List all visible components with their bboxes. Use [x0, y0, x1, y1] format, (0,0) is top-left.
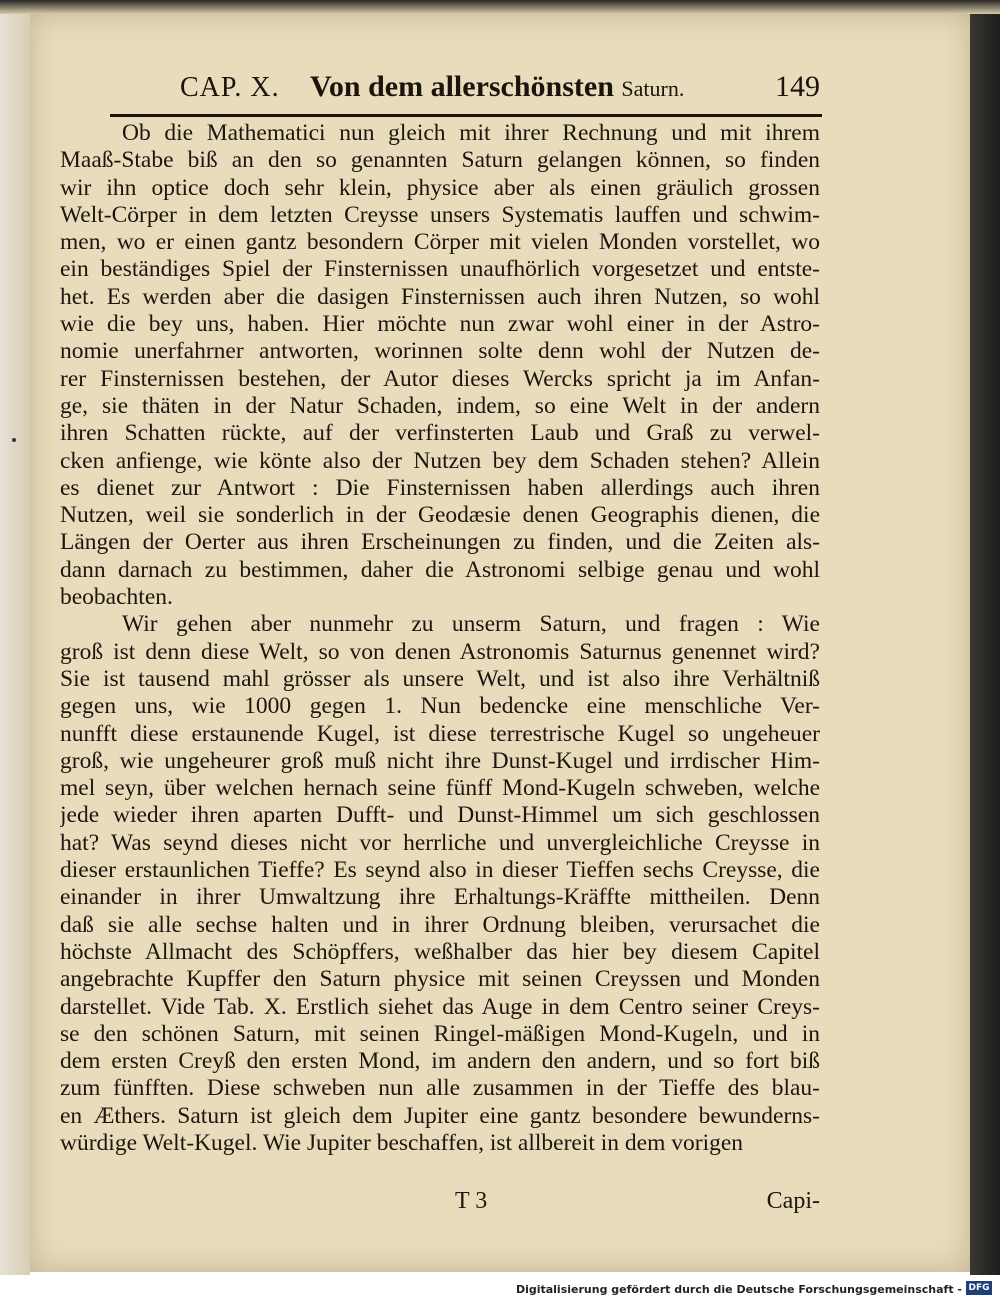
text-line: mel seyn, über welchen hernach seine fünff Mond-Kugeln schweben, welche: [60, 775, 820, 802]
page-left-margin: [0, 0, 30, 1275]
text-line: wir ihn optice doch sehr klein, physice aber als einen gräulich grossen: [60, 174, 820, 201]
text-line: einander in ihrer Umwaltzung ihre Erhaltungs-Kräffte mittheilen. Denn: [60, 884, 820, 911]
text-line: daß sie alle sechse halten und in ihrer Ordnung bleiben, verursachet die: [60, 911, 820, 938]
text-line: Sie ist tausend mahl grösser als unsere Welt, und ist also ihre Verhältniß: [60, 665, 820, 692]
text-line: Ob die Mathematici nun gleich mit ihrer Rechnung und mit ihrem: [122, 120, 820, 146]
text-line: hat? Was seynd dieses nicht vor herrliche und unvergleichliche Creysse in: [60, 829, 820, 856]
text-line: es dienet zur Antwort : Die Finsternissen haben allerdings auch ihren: [60, 474, 820, 501]
text-line: angebrachte Kupffer den Saturn physice mit seinen Creyssen und Monden: [60, 966, 820, 993]
text-line: nomie unerfahrner antworten, worinnen solte denn wohl der Nutzen de-: [60, 338, 820, 365]
margin-mark: [12, 438, 16, 442]
text-line: jede wieder ihren aparten Dufft- und Dunst-Himmel um sich geschlossen: [60, 802, 820, 829]
page-footer: [60, 1188, 820, 1220]
text-line: het. Es werden aber die dasigen Finsternissen auch ihren Nutzen, so wohl: [60, 283, 820, 310]
chapter-label: CAP. X.: [180, 72, 280, 103]
text-line: würdige Welt-Kugel. Wie Jupiter beschaffen, ist allbereit in dem vorigen: [60, 1129, 744, 1156]
text-line: dieser erstaunlichen Tieffe? Es seynd also in dieser Tieffen sechs Creysse, die: [60, 857, 820, 884]
text-line: Nutzen, weil sie sonderlich in der Geodæsie denen Geographis dienen, die: [60, 502, 820, 529]
signature-mark: T 3: [455, 1188, 488, 1214]
chapter-title: [310, 70, 684, 104]
text-line: cken anfienge, wie könte also der Nutzen bey dem Schaden stehen? Allein: [60, 447, 820, 474]
body-text: [60, 120, 820, 1157]
text-line: beobachten.: [60, 584, 173, 611]
text-line: groß ist denn diese Welt, so von denen Astronomis Saturnus genennet wird?: [60, 638, 820, 665]
text-line: rer Finsternissen bestehen, der Autor dieses Wercks spricht ja im Anfan-: [60, 365, 820, 392]
text-line: dem ersten Creyß den ersten Mond, im andern den andern, und so fort biß: [60, 1048, 820, 1075]
text-line: wie die bey uns, haben. Hier möchte nun zwar wohl einer in der Astro-: [60, 311, 820, 338]
catchword: Capi-: [766, 1188, 820, 1214]
text-line: dann darnach zu bestimmen, daher die Astronomi selbige genau und wohl: [60, 556, 820, 583]
text-line: ein beständiges Spiel der Finsternissen unaufhörlich vorgesetzet und entste-: [60, 256, 820, 283]
chapter-title-main: Von dem allerschönsten: [310, 70, 614, 103]
dfg-logo: DFG: [966, 1281, 992, 1295]
running-header: [170, 70, 820, 110]
page-right-edge: [970, 0, 1000, 1275]
text-line: nunfft diese erstaunende Kugel, ist diese terrestrische Kugel so ungeheuer: [60, 720, 820, 747]
text-line: en Æthers. Saturn ist gleich dem Jupiter eine gantz besondere bewunderns-: [60, 1102, 820, 1129]
text-line: Wir gehen aber nunmehr zu unserm Saturn, und fragen : Wie: [122, 611, 820, 638]
text-line: ge, sie thäten in der Natur Schaden, indem, so eine Welt in der andern: [60, 392, 820, 419]
text-line: men, wo er einen gantz besondern Cörper mit vielen Monden vorstellet, wo: [60, 229, 820, 256]
chapter-title-small: Saturn.: [621, 76, 685, 101]
text-line: Welt-Cörper in dem letzten Creysse unsers Systematis lauffen und schwim-: [60, 201, 820, 228]
digitization-credit: Digitalisierung gefördert durch die Deutsche Forschungsgemeinschaft -: [515, 1283, 962, 1296]
text-line: zum fünfften. Diese schweben nun alle zusammen in der Tieffe des blau-: [60, 1075, 820, 1102]
text-line: ihren Schatten rückte, auf der verfinsterten Laub und Graß zu verwel-: [60, 420, 820, 447]
text-line: darstellet. Vide Tab. X. Erstlich siehet das Auge in dem Centro seiner Creys-: [60, 993, 820, 1020]
text-line: höchste Allmacht des Schöpffers, weßhalber das hier bey diesem Capitel: [60, 938, 820, 965]
page-number: 149: [775, 70, 820, 103]
page-top-shadow: [0, 0, 1000, 14]
text-line: groß, wie ungeheurer groß muß nicht ihre Dunst-Kugel und irrdischer Him-: [60, 747, 820, 774]
text-line: se den schönen Saturn, mit seinen Ringel-mäßigen Mond-Kugeln, und in: [60, 1020, 820, 1047]
text-line: Maaß-Stabe biß an den so genannten Saturn gelangen können, so finden: [60, 147, 820, 174]
text-line: Längen der Oerter aus ihren Erscheinungen zu finden, und die Zeiten als-: [60, 529, 820, 556]
header-rule: [110, 114, 822, 117]
text-line: gegen uns, wie 1000 gegen 1. Nun bedencke eine menschliche Ver-: [60, 693, 820, 720]
